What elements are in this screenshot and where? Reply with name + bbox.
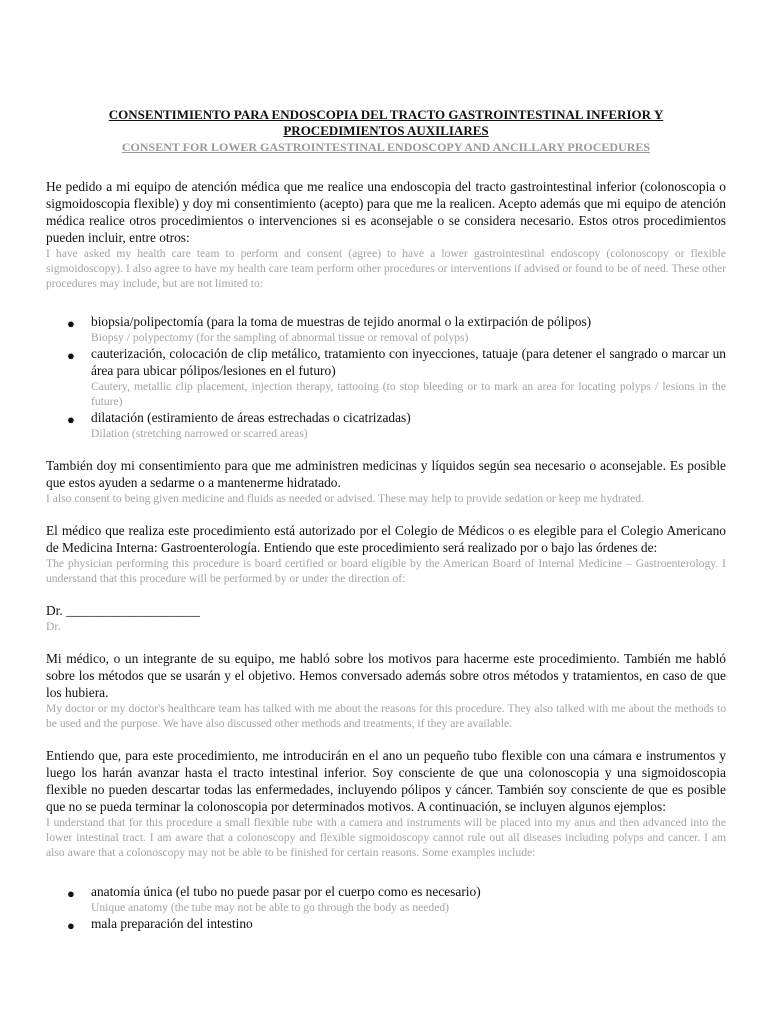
list-item [46, 409, 726, 441]
medicine-spanish: También doy mi consentimiento para que me administren medicinas y líquidos según sea necesario o aconsejable. Es posible que estos ayuden a sedarme o a mantenerme hidratado. [46, 458, 726, 490]
consent-document [46, 107, 726, 932]
reasons-list [46, 883, 726, 932]
bullet-icon: ● [67, 316, 75, 331]
understanding-spanish: Entiendo que, para este procedimiento, me introducirán en el ano un pequeño tubo flexible con una cámara e instrumentos y luego los harán avanzar hasta el tracto intestinal inferior. Soy consciente de que una colonoscopia y una sigmoidoscopia flexible no pueden descartar todas las enfermedades, incluyendo pólipos y cáncer. También soy consciente de que es posible que no se pueda terminar la colonoscopia por determinados motivos. A continuación, se incluyen algunos ejemplos: [46, 748, 726, 814]
doctor-line-spanish: Dr. ____________________ [46, 603, 200, 618]
understanding-english: I understand that for this procedure a small flexible tube with a camera and instruments will be placed into my anus and then advanced into the lower intestinal tract. I am aware that a colonoscopy and flexible sigmoidoscopy cannot rule out all diseases including polyps and cancer. I am also aware that a colonoscopy may not be able to be finished for certain reasons. Some examples include: [46, 816, 726, 859]
intro-section [46, 178, 726, 291]
physician-section [46, 522, 726, 586]
bullet-icon: ● [67, 918, 75, 933]
discussion-spanish: Mi médico, o un integrante de su equipo, me habló sobre los motivos para hacerme este procedimiento. También me habló sobre los métodos que se usarán y el objetivo. Hemos conversado además sobre otros métodos y tratamientos, en caso de que los hubiera. [46, 651, 726, 700]
discussion-section [46, 650, 726, 731]
bullet-icon: ● [67, 412, 75, 427]
bullet-icon: ● [67, 348, 75, 363]
bullet-icon: ● [67, 886, 75, 901]
doctor-line-english: Dr. [46, 620, 61, 633]
reason-english: Unique anatomy (the tube may not be able to go through the body as needed) [91, 901, 450, 914]
physician-english: The physician performing this procedure is board certified or board eligible by the American Board of Internal Medicine – Gastroenterology. I understand that this procedure will be performed by or under the direction of: [46, 557, 726, 585]
discussion-english: My doctor or my doctor's healthcare team has talked with me about the reasons for this procedure. They also talked with me about the methods to be used and the purpose. We have also discussed other methods and treatments, if they are available. [46, 702, 726, 730]
intro-english: I have asked my health care team to perform and consent (agree) to have a lower gastrointestinal endoscopy (colonoscopy or flexible sigmoidoscopy). I also agree to have my health care team perform other procedures or interventions if advised or found to be of need. These other procedures may include, but are not limited to: [46, 247, 726, 290]
medicine-english: I also consent to being given medicine and fluids as needed or advised. These may help to provide sedation or keep me hydrated. [46, 492, 644, 505]
list-item [46, 915, 726, 932]
reason-spanish: mala preparación del intestino [91, 916, 253, 931]
procedure-english: Dilation (stretching narrowed or scarred areas) [91, 427, 308, 440]
intro-spanish: He pedido a mi equipo de atención médica que me realice una endoscopia del tracto gastrointestinal inferior (colonoscopia o sigmoidoscopia flexible) y doy mi consentimiento (acepto) para que me la realicen. Acepto además que mi equipo de atención médica realice otros procedimientos o intervenciones si es aconsejable o se considera necesario. Estos otros procedimientos pueden incluir, entre otros: [46, 179, 726, 245]
understanding-section [46, 747, 726, 860]
document-title: CONSENTIMIENTO PARA ENDOSCOPIA DEL TRACTO GASTROINTESTINAL INFERIOR Y PROCEDIMIENTOS AUXILIARES [108, 107, 664, 138]
list-item [46, 345, 726, 409]
list-item [46, 883, 726, 915]
physician-spanish: El médico que realiza este procedimiento está autorizado por el Colegio de Médicos o es elegible para el Colegio Americano de Medicina Interna: Gastroenterología. Entiendo que este procedimiento será realizado por o bajo las órdenes de: [46, 523, 726, 555]
doctor-signature-line[interactable] [46, 602, 726, 634]
list-item [46, 313, 726, 345]
document-subtitle: CONSENT FOR LOWER GASTROINTESTINAL ENDOSCOPY AND ANCILLARY PROCEDURES [121, 140, 651, 154]
medicine-section [46, 457, 726, 506]
procedure-spanish: cauterización, colocación de clip metálico, tratamiento con inyecciones, tatuaje (para detener el sangrado o marcar un área para ubicar pólipos/lesiones en el futuro) [91, 346, 726, 378]
reason-spanish: anatomía única (el tubo no puede pasar por el cuerpo como es necesario) [91, 884, 481, 899]
procedure-english: Cautery, metallic clip placement, injection therapy, tattooing (to stop bleeding or to mark an area for locating polyps / lesions in the future) [91, 380, 726, 408]
procedure-spanish: dilatación (estiramiento de áreas estrechadas o cicatrizadas) [91, 410, 411, 425]
procedures-list [46, 313, 726, 441]
procedure-spanish: biopsia/polipectomía (para la toma de muestras de tejido anormal o la extirpación de pólipos) [91, 314, 592, 329]
procedure-english: Biopsy / polypectomy (for the sampling of abnormal tissue or removal of polyps) [91, 331, 469, 344]
